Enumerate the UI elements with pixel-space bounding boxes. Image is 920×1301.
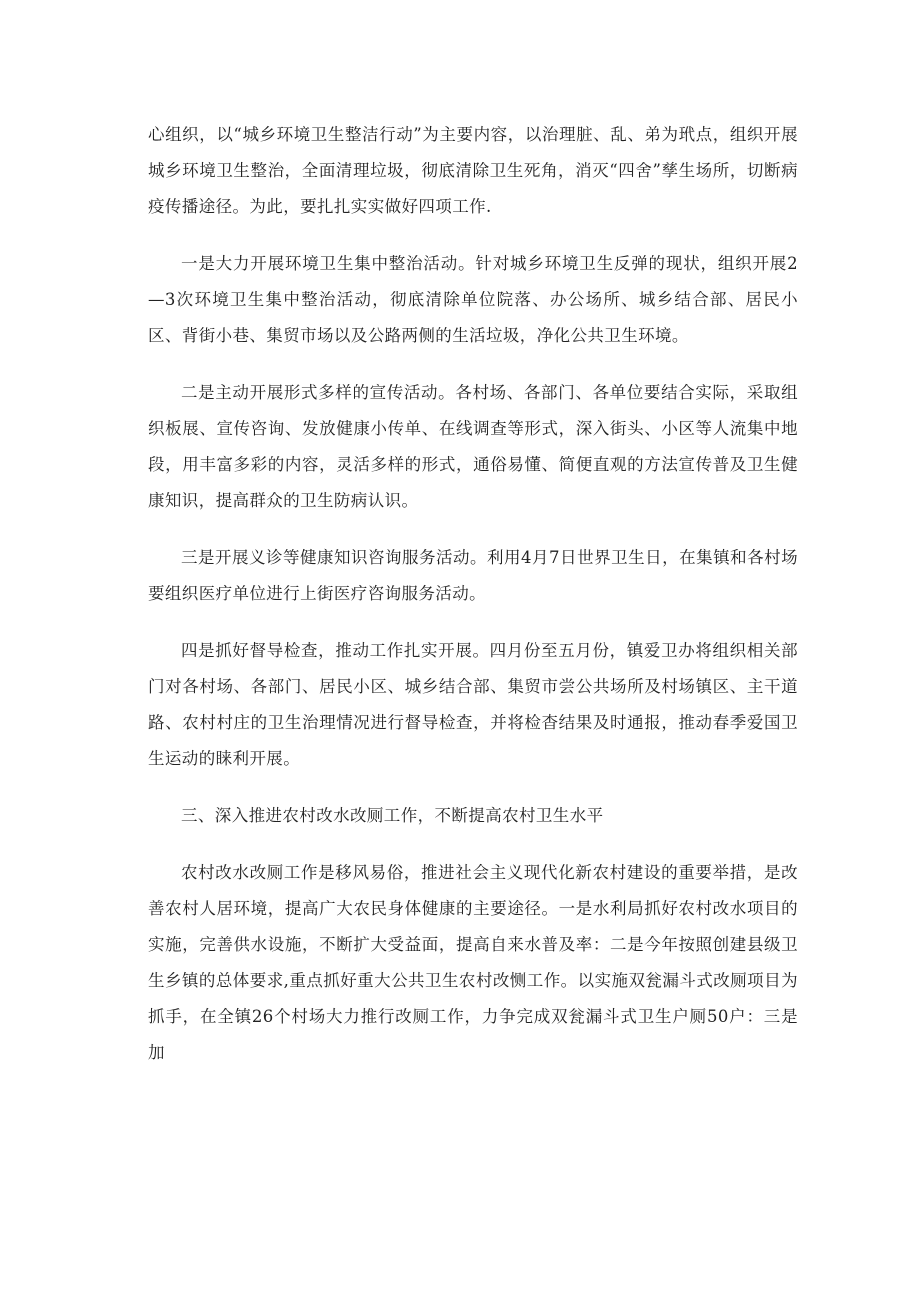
document-body	[148, 117, 798, 1092]
section-heading: 三、深入推进农村改水改厕工作，不断提高农村卫生水平	[181, 806, 604, 825]
paragraph-3: 二是主动开展形式多样的宣传活动。各村场、各部门、各单位要结合实际，采取组织板展、宣传咨询、发放健康小传单、在线调查等形式，深入街头、小区等人流集中地段，用丰富多彩的内容，灵活多样的形式，通俗易懂、简便直观的方法宣传普及卫生健康知识，提高群众的卫生防病认识。	[148, 383, 798, 510]
paragraph-4: 三是开展义诊等健康知识咨询服务活动。利用4月7日世界卫生日，在集镇和各村场要组织医疗单位进行上街医疗咨询服务活动。	[148, 548, 798, 603]
paragraph-5: 四是抓好督导检查，推动工作扎实开展。四月份至五月份，镇爱卫办将组织相关部门对各村场、各部门、居民小区、城乡结合部、集贸市尝公共场所及村场镇区、主干道路、农村村庄的卫生治理情况进行督导检查，并将检杳结果及时通报，推动春季爱国卫生运动的睐利开展。	[148, 641, 798, 768]
paragraph-7: 农村改水改厕工作是移风易俗，推进社会主义现代化新农村建设的重要举措，是改善农村人居环境，提高广大农民身体健康的主要途径。一是水利局抓好农村改水项目的实施，完善供水设施，不断扩大受益面，提高自来水普及率：二是今年按照创建县级卫生乡镇的总体要求,重点抓好重大公共卫生农村改恻工作。以实施双瓮漏斗式改厕项目为抓手，在全镇26个村场大力推行改厕工作，力争完成双瓮漏斗式卫生户厕50户：三是加	[148, 863, 798, 1062]
paragraph-1: 心组织，以“城乡环境卫生整洁行动”为主要内容，以治理脏、乱、弟为玳点，组织开展城乡环境卫生整治，全面清理垃圾，彻底清除卫生死角，消灭“四舍”孳生场所，切断病疫传播途径。为此，要扎扎实实做好四项工作.	[148, 125, 798, 216]
paragraph-2: 一是大力开展环境卫生集中整治活动。针对城乡环境卫生反弹的现状，组织开展2—3次环境卫生集中整治活动，彻底清除单位院落、办公场所、城乡结合部、居民小区、背街小巷、集贸市场以及公路两侧的生活垃圾，净化公共卫生环境。	[148, 254, 798, 345]
